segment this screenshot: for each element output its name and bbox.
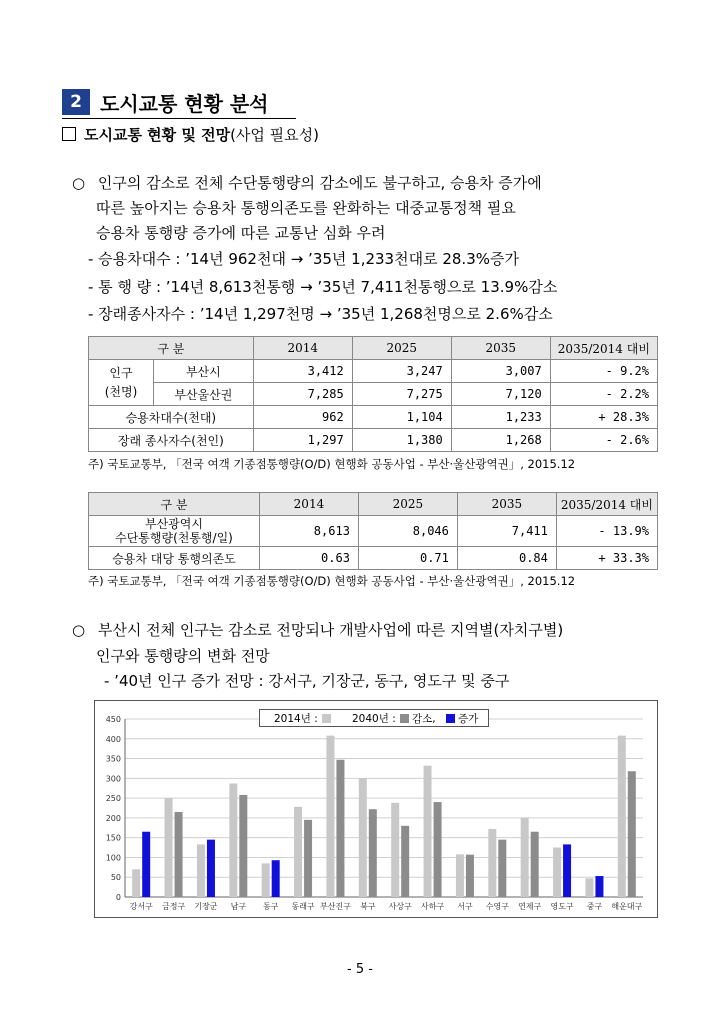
bar-2014 (359, 778, 367, 897)
x-tick-label: 연제구 (518, 902, 542, 911)
subsection-note: (사업 필요성) (230, 126, 320, 144)
bullet-line (72, 619, 563, 640)
table-cell: 8,046 (358, 516, 457, 547)
table-cell: 962 (253, 406, 352, 429)
y-tick-label: 150 (105, 833, 121, 843)
bar-2014 (424, 766, 432, 897)
bar-2040-decrease (304, 820, 312, 897)
table-header-cell: 2025 (358, 493, 457, 516)
circle-bullet-icon: ○ (72, 174, 86, 192)
table-cell: 0.63 (259, 547, 358, 570)
table-row (89, 547, 658, 570)
table-header-row (89, 337, 658, 360)
bar-2040-increase (272, 860, 280, 897)
legend-swatch-increase (446, 714, 455, 723)
row-label-line: 부산광역시 (145, 517, 203, 531)
table-cell: - 2.2% (550, 383, 657, 406)
bar-2040-decrease (498, 840, 506, 897)
section-title: 도시교통 현황 분석 (100, 92, 269, 116)
dash-item: - 통 행 량 : ’14년 8,613천통행 → ’35년 7,411천통행으로 13.9%감소 (88, 278, 558, 296)
bar-2014 (585, 878, 593, 897)
x-tick-label: 금정구 (161, 902, 186, 911)
table-row (89, 360, 658, 383)
page-number: - 5 - (347, 962, 373, 977)
row-group-label (89, 360, 154, 406)
table-cell: 1,380 (352, 429, 451, 452)
table-header-cell: 2035 (457, 493, 556, 516)
bar-2040-decrease (369, 809, 377, 897)
legend-label-2014: 2014년 : (274, 713, 318, 725)
x-tick-label: 중구 (586, 902, 603, 911)
table-header-cell: 2025 (352, 337, 451, 360)
bar-2040-increase (142, 832, 150, 897)
y-tick-label: 100 (105, 853, 121, 863)
legend-label-2040: 2040년 : (352, 713, 396, 725)
x-tick-label: 영도구 (550, 902, 574, 911)
group-label-line: (천명) (104, 384, 138, 399)
table-header-cell: 구 분 (89, 337, 254, 360)
bar-2014 (294, 807, 302, 897)
y-tick-label: 450 (105, 715, 121, 724)
bar-2040-increase (595, 876, 603, 897)
row-label-line: 수단통행량(천통행/일) (115, 531, 233, 545)
row-label: 부산울산권 (154, 383, 254, 406)
bar-2040-increase (563, 844, 571, 897)
table-header-cell: 2014 (253, 337, 352, 360)
x-tick-label: 서구 (457, 902, 473, 911)
bar-2040-decrease (175, 812, 183, 897)
bar-2014 (391, 803, 399, 897)
bullet-text: 따른 높아지는 승용차 통행의존도를 완화하는 대중교통정책 필요 (96, 199, 516, 217)
legend-swatch-2014 (322, 714, 331, 723)
bar-2040-decrease (466, 855, 474, 897)
bar-chart-svg (95, 701, 657, 917)
table-cell: 1,104 (352, 406, 451, 429)
bar-2014 (229, 783, 237, 897)
x-tick-label: 북구 (360, 902, 376, 911)
table-header-cell: 2035/2014 대비 (556, 493, 657, 516)
row-label: 부산시 (154, 360, 254, 383)
bar-2014 (197, 844, 205, 897)
row-label: 장래 종사자수(천인) (89, 429, 254, 452)
bar-2014 (618, 736, 626, 897)
bullet-text: 부산시 전체 인구는 감소로 전망되나 개발사업에 따른 지역별(자치구별) (97, 621, 564, 639)
table-cell: 7,120 (451, 383, 550, 406)
checkbox-square-icon (62, 127, 76, 141)
bar-2014 (521, 818, 529, 897)
table-header-row (89, 493, 658, 516)
table-cell: 3,007 (451, 360, 550, 383)
bar-2014 (326, 736, 334, 897)
table-cell: - 13.9% (556, 516, 657, 547)
table-cell: 7,285 (253, 383, 352, 406)
x-tick-label: 강서구 (129, 902, 153, 911)
bar-2040-decrease (531, 832, 539, 897)
y-tick-label: 0 (115, 893, 121, 902)
section-number: 2 (62, 89, 90, 115)
x-tick-label: 수영구 (485, 902, 509, 911)
dash-item: - ’40년 인구 증가 전망 : 강서구, 기장군, 동구, 영도구 및 중구 (104, 672, 510, 690)
y-tick-label: 50 (110, 873, 121, 883)
x-tick-label: 사하구 (420, 902, 445, 911)
bullet-text: 인구의 감소로 전체 수단통행량의 감소에도 불구하고, 승용차 증가에 (97, 174, 542, 192)
district-population-chart (94, 700, 658, 918)
bullet-line (72, 172, 542, 193)
chart-legend (259, 709, 489, 727)
table-cell: + 28.3% (550, 406, 657, 429)
bar-2014 (456, 854, 464, 897)
bullet-text: 승용차 통행량 증가에 따른 교통난 심화 우려 (96, 224, 386, 242)
section-header (62, 86, 296, 119)
bar-2040-decrease (628, 771, 636, 897)
table-cell: 7,275 (352, 383, 451, 406)
bar-2014 (488, 829, 496, 897)
bar-2014 (553, 848, 561, 897)
row-label: 승용차 대당 통행의존도 (89, 547, 260, 570)
table-header-cell: 구 분 (89, 493, 260, 516)
table-row (89, 429, 658, 452)
bullet-text: 인구와 통행량의 변화 전망 (96, 647, 270, 665)
subsection-heading (62, 124, 319, 145)
bar-2014 (165, 798, 173, 897)
stats-table-2 (88, 492, 658, 570)
circle-bullet-icon: ○ (72, 621, 86, 639)
table-cell: + 33.3% (556, 547, 657, 570)
y-tick-label: 250 (105, 794, 121, 804)
x-tick-label: 기장군 (194, 902, 218, 911)
bar-2040-increase (207, 840, 215, 897)
stats-table-1 (88, 336, 658, 452)
x-tick-label: 남구 (230, 902, 247, 911)
y-tick-label: 350 (105, 754, 121, 764)
table-cell: 1,268 (451, 429, 550, 452)
table-cell: 8,613 (259, 516, 358, 547)
bar-2014 (262, 863, 270, 897)
bar-2040-decrease (434, 802, 442, 897)
dash-item: - 승용차대수 : ’14년 962천대 → ’35년 1,233천대로 28.3%증가 (88, 250, 519, 268)
row-label (89, 516, 260, 547)
table-row (89, 516, 658, 547)
dash-item: - 장래종사자수 : ’14년 1,297천명 → ’35년 1,268천명으로 2.6%감소 (88, 305, 553, 323)
x-tick-label: 해운대구 (611, 902, 643, 911)
x-tick-label: 동래구 (291, 902, 315, 911)
table-header-cell: 2035 (451, 337, 550, 360)
table-cell: 3,412 (253, 360, 352, 383)
table-row (89, 383, 658, 406)
table-source-note: 주) 국토교통부, 「전국 여객 기종점통행량(O/D) 현행화 공동사업 - 부산·울산광역권」, 2015.12 (88, 457, 576, 471)
table-row (89, 406, 658, 429)
row-label: 승용차대수(천대) (89, 406, 254, 429)
table-cell: 0.84 (457, 547, 556, 570)
table-source-note: 주) 국토교통부, 「전국 여객 기종점통행량(O/D) 현행화 공동사업 - 부산·울산광역권」, 2015.12 (88, 574, 576, 588)
x-tick-label: 부산진구 (319, 902, 351, 911)
table-cell: - 2.6% (550, 429, 657, 452)
table-cell: 1,297 (253, 429, 352, 452)
table-cell: 3,247 (352, 360, 451, 383)
y-tick-label: 400 (105, 734, 121, 744)
bar-2040-decrease (401, 826, 409, 897)
y-tick-label: 200 (105, 813, 121, 823)
x-tick-label: 사상구 (388, 902, 412, 911)
table-cell: - 9.2% (550, 360, 657, 383)
bar-2040-decrease (336, 760, 344, 897)
bar-2040-decrease (239, 795, 247, 897)
subsection-title: 도시교통 현황 및 전망 (84, 126, 231, 144)
group-label-line: 인구 (109, 365, 133, 380)
table-cell: 1,233 (451, 406, 550, 429)
table-header-cell: 2014 (259, 493, 358, 516)
legend-label-increase: 증가 (458, 713, 479, 725)
bar-2014 (132, 869, 140, 897)
table-header-cell: 2035/2014 대비 (550, 337, 657, 360)
x-tick-label: 동구 (262, 902, 279, 911)
legend-swatch-decrease (400, 714, 409, 723)
table-cell: 7,411 (457, 516, 556, 547)
table-cell: 0.71 (358, 547, 457, 570)
legend-label-decrease: 감소, (412, 713, 436, 725)
y-tick-label: 300 (105, 774, 121, 784)
